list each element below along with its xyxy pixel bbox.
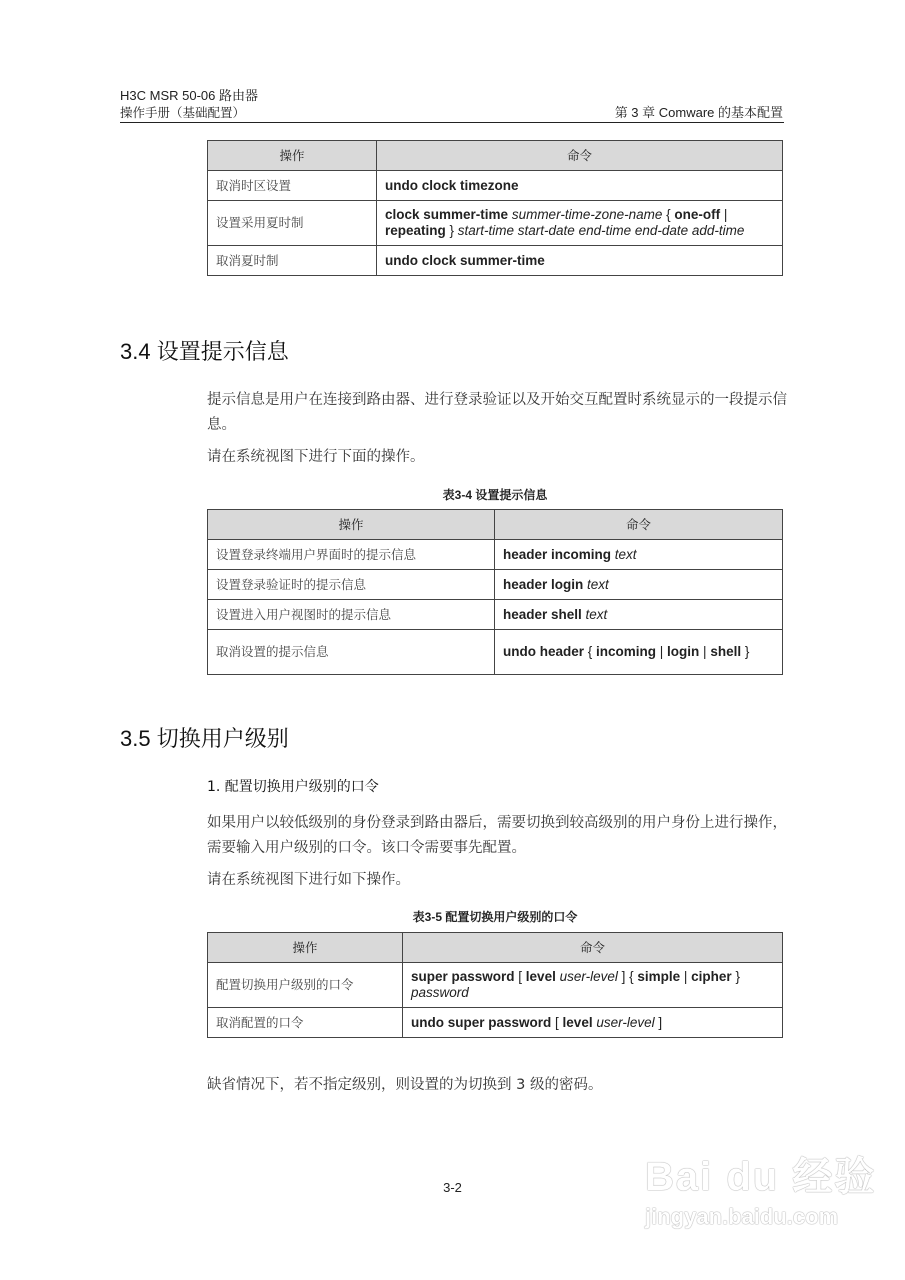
section-3-5-note: 缺省情况下，若不指定级别，则设置的为切换到 3 级的密码。 (207, 1077, 603, 1093)
command-syntax: ] { (617, 969, 638, 984)
command-syntax: { (584, 644, 597, 659)
column-header: 操作 (208, 933, 403, 963)
section-3-4-paragraph: 提示信息是用户在连接到路由器、进行登录验证以及开始交互配置时系统显示的一段提示信息。 (207, 392, 787, 433)
command-syntax: [ (514, 969, 526, 984)
operation-cell: 设置登录验证时的提示信息 (208, 570, 495, 600)
command-argument: text (585, 606, 608, 622)
operation-cell: 取消配置的口令 (208, 1008, 403, 1038)
baidu-watermark-logo (645, 1145, 876, 1230)
table-row (208, 963, 783, 1008)
command-cell (377, 201, 783, 246)
command-argument: user-level (559, 969, 618, 984)
column-header: 命令 (377, 141, 783, 171)
command-cell (495, 540, 783, 570)
command-cell (495, 630, 783, 675)
command-argument: start-time start-date end-time end-date add-time (457, 223, 745, 238)
section-title-3-5: 3.5 切换用户级别 (120, 726, 289, 751)
operation-cell: 取消夏时制 (208, 246, 377, 276)
command-keyword: undo header (503, 644, 585, 659)
table-row (208, 171, 783, 201)
command-syntax: [ (551, 1014, 563, 1030)
command-keyword: super password (411, 969, 515, 984)
command-keyword: login (667, 644, 700, 659)
command-keyword: level (525, 969, 560, 984)
section-3-5-subtitle: 1. 配置切换用户级别的口令 (207, 779, 379, 795)
operation-cell: 设置登录终端用户界面时的提示信息 (208, 540, 495, 570)
command-syntax: } (741, 644, 750, 659)
table-row (208, 246, 783, 276)
command-keyword: header login (503, 576, 588, 592)
operation-cell: 设置采用夏时制 (208, 201, 377, 246)
command-syntax: } (445, 223, 458, 238)
command-syntax: ] (654, 1014, 663, 1030)
column-header: 命令 (495, 510, 783, 540)
operation-cell: 设置进入用户视图时的提示信息 (208, 600, 495, 630)
column-header: 操作 (208, 141, 377, 171)
command-keyword: clock summer-time (385, 207, 512, 222)
table-row (208, 630, 783, 675)
table-timezone (207, 140, 783, 276)
table-row (208, 570, 783, 600)
command-keyword: repeating (385, 223, 446, 238)
command-keyword: incoming (596, 644, 657, 659)
section-3-4-instruction: 请在系统视图下进行下面的操作。 (207, 449, 425, 465)
command-keyword: cipher (691, 969, 732, 984)
header-manual: 操作手册（基础配置） (120, 105, 246, 120)
watermark-brand: Bai du 经验 (645, 1155, 877, 1199)
command-keyword: shell (710, 644, 742, 659)
table-row (208, 600, 783, 630)
table-3-5-caption: 表3-5 配置切换用户级别的口令 (412, 910, 578, 924)
command-cell (495, 570, 783, 600)
operation-cell: 配置切换用户级别的口令 (208, 963, 403, 1008)
command-syntax: } (731, 969, 744, 984)
table-header-row (208, 141, 783, 171)
operation-cell: 取消设置的提示信息 (208, 630, 495, 675)
command-argument: text (614, 546, 637, 562)
command-syntax: | (656, 644, 668, 659)
command-argument: password (411, 985, 469, 1000)
table-3-4-caption: 表3-4 设置提示信息 (442, 488, 548, 502)
command-keyword: undo super password (411, 1014, 552, 1030)
command-syntax: | (699, 644, 711, 659)
command-cell (377, 171, 783, 201)
watermark-url: jingyan.baidu.com (645, 1204, 839, 1229)
command-cell (403, 1008, 783, 1038)
header-chapter: 第 3 章 Comware 的基本配置 (614, 105, 783, 120)
command-argument: summer-time-zone-name (511, 207, 663, 222)
section-3-5-paragraph: 如果用户以较低级别的身份登录到路由器后，需要切换到较高级别的用户身份上进行操作，需要输入用户级别的口令。该口令需要事先配置。 (207, 815, 787, 856)
command-keyword: level (562, 1014, 597, 1030)
table-header-row (208, 933, 783, 963)
command-argument: user-level (596, 1014, 655, 1030)
command-keyword: undo clock timezone (385, 177, 519, 193)
header-divider (120, 122, 784, 123)
table-row (208, 540, 783, 570)
column-header: 操作 (208, 510, 495, 540)
command-syntax: | (680, 969, 692, 984)
command-cell (403, 963, 783, 1008)
command-syntax: { (662, 207, 675, 222)
table-row (208, 1008, 783, 1038)
command-keyword: undo clock summer-time (385, 252, 545, 268)
operation-cell: 取消时区设置 (208, 171, 377, 201)
command-keyword: simple (637, 969, 681, 984)
table-header-row (208, 510, 783, 540)
page-number: 3-2 (443, 1180, 462, 1195)
command-cell (377, 246, 783, 276)
column-header: 命令 (403, 933, 783, 963)
command-syntax: | (720, 207, 732, 222)
table-3-5 (207, 932, 783, 1038)
table-3-4 (207, 509, 783, 675)
table-row (208, 201, 783, 246)
command-argument: text (587, 576, 609, 592)
command-keyword: header incoming (503, 546, 615, 562)
section-3-5-instruction: 请在系统视图下进行如下操作。 (207, 872, 410, 888)
header-product: H3C MSR 50-06 路由器 (120, 88, 258, 103)
section-title-3-4: 3.4 设置提示信息 (120, 339, 289, 364)
command-keyword: one-off (674, 207, 721, 222)
command-cell (495, 600, 783, 630)
command-keyword: header shell (503, 606, 586, 622)
